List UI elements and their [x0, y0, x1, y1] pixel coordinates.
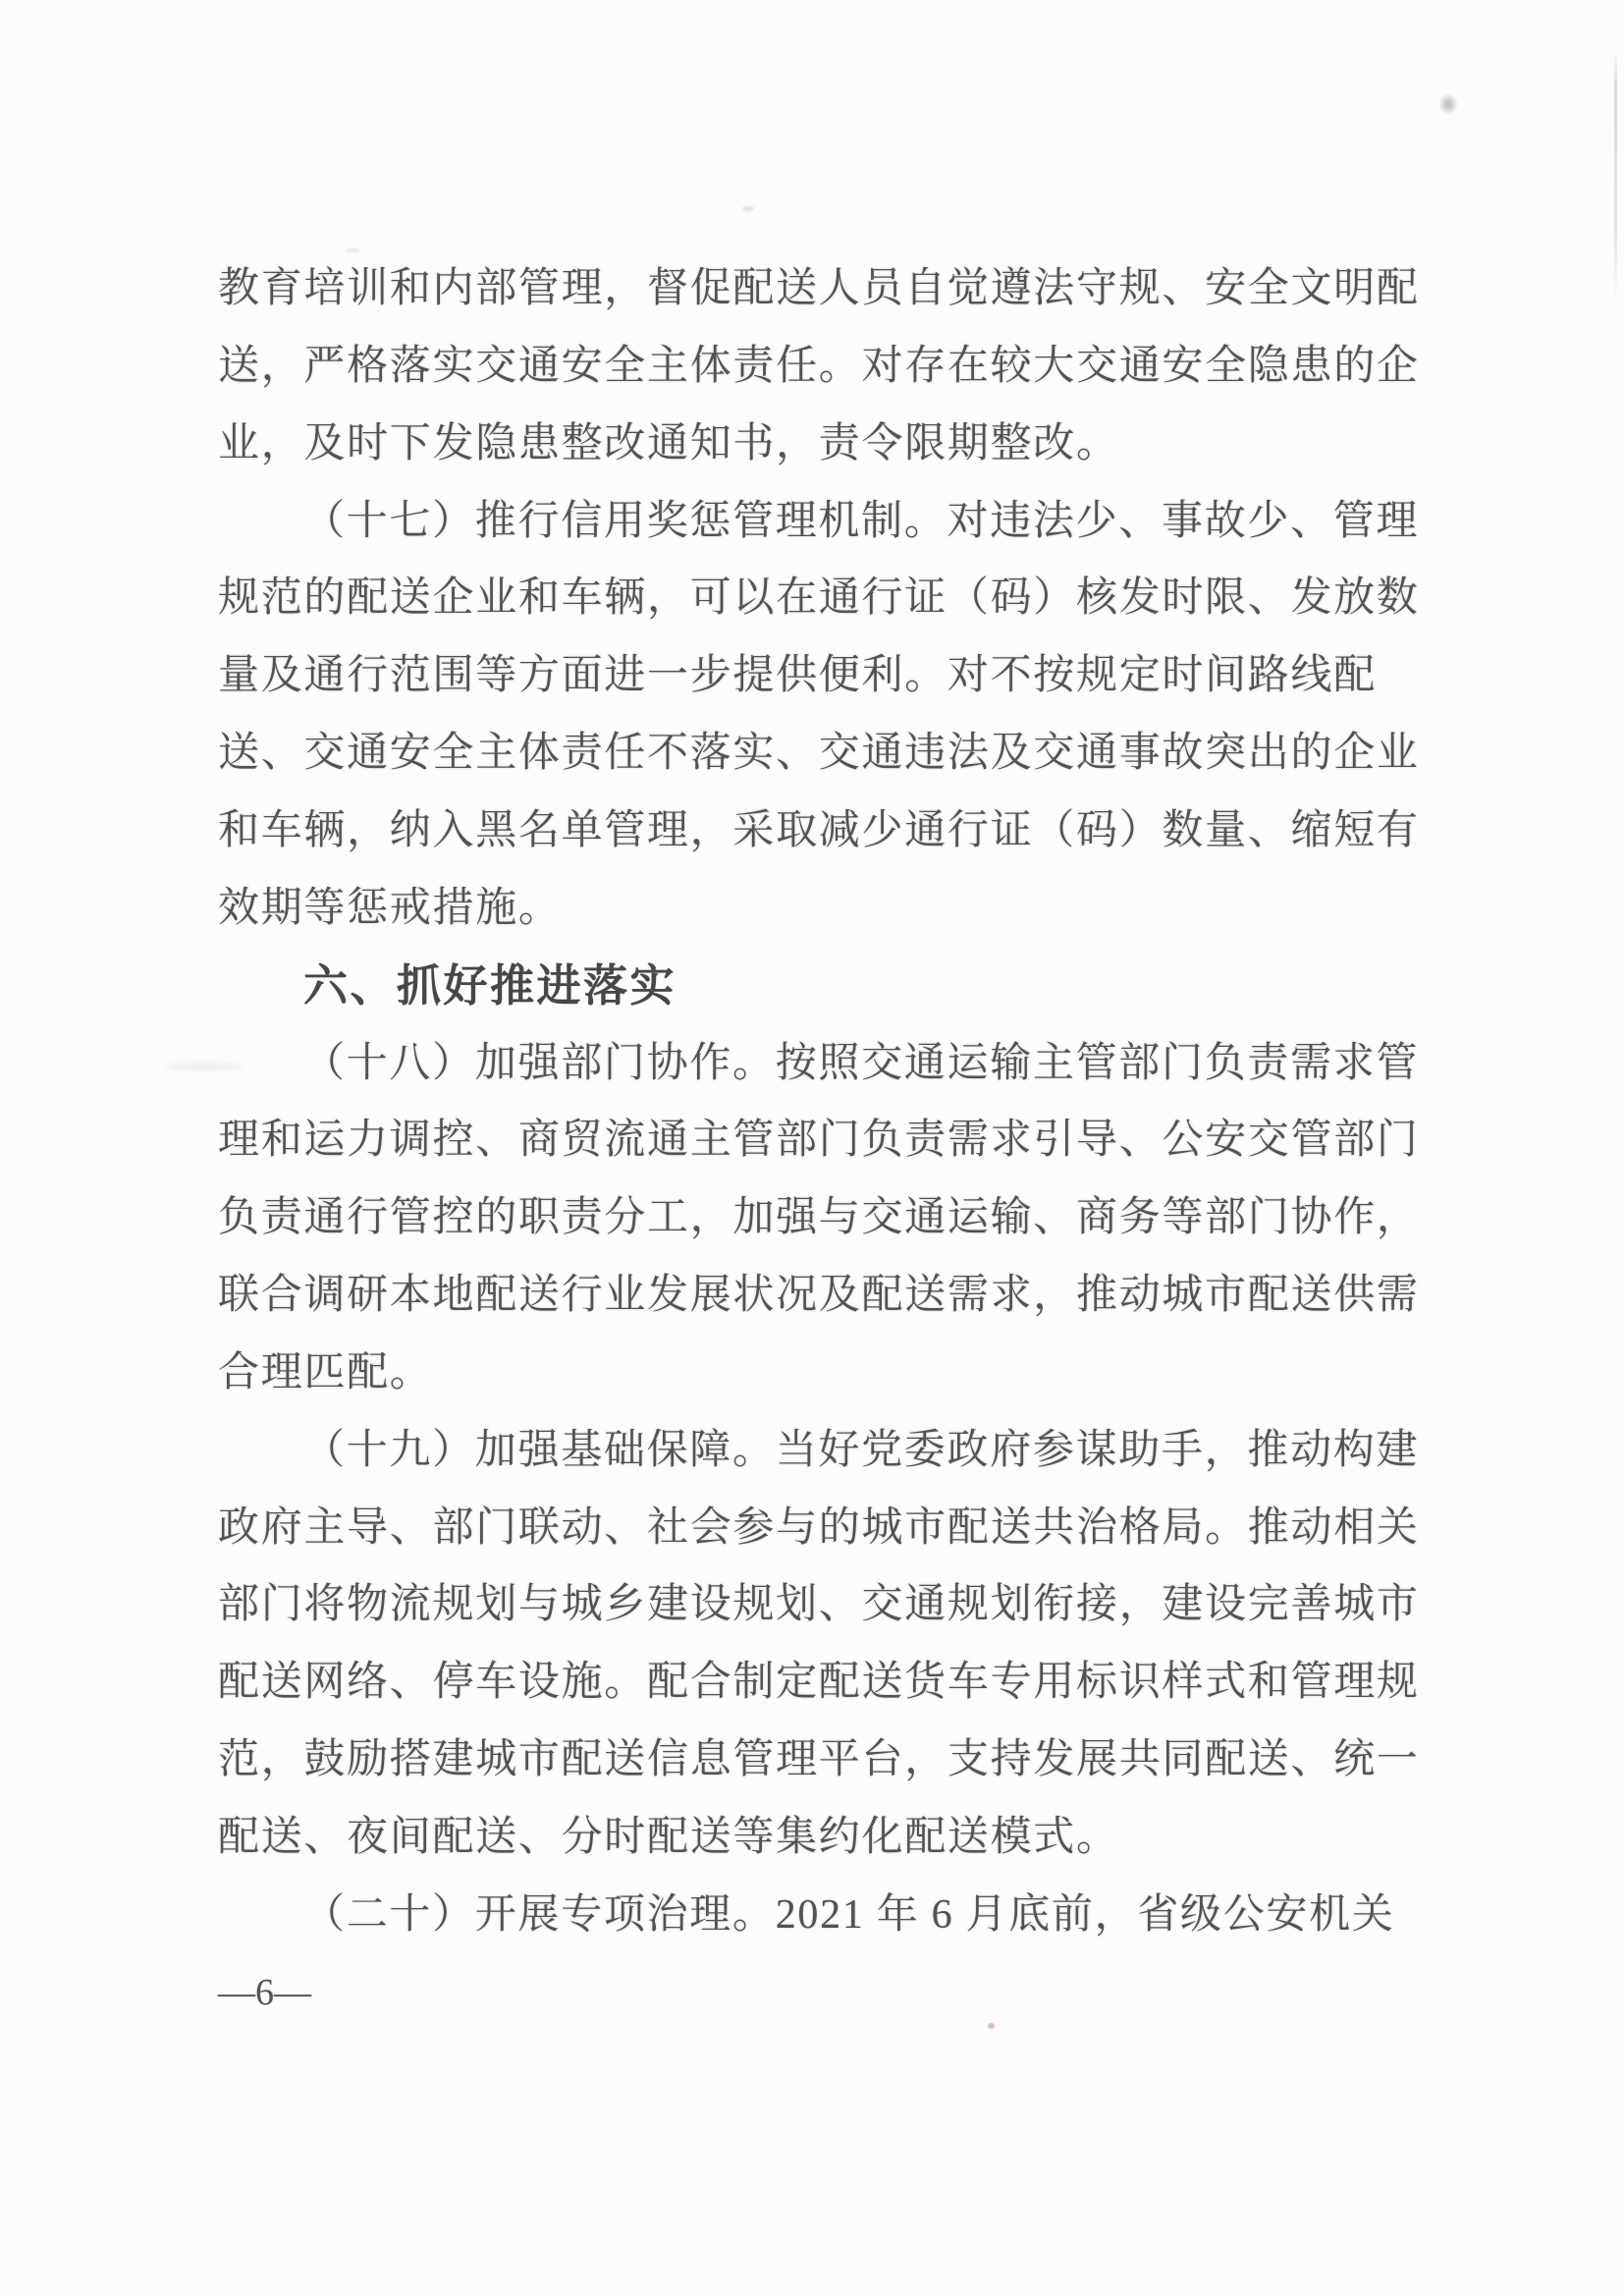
text-line: （二十）开展专项治理。2021 年 6 月底前，省级公安机关 — [303, 1892, 1395, 1938]
section-heading: 六、抓好推进落实 — [303, 960, 677, 1011]
text-line: （十七）推行信用奖惩管理机制。对违法少、事故少、管理 — [303, 499, 1420, 544]
text-line: 和车辆，纳入黑名单管理，采取减少通行证（码）数量、缩短有 — [218, 808, 1420, 853]
scan-speck — [742, 206, 754, 211]
text-line: 送，严格落实交通安全主体责任。对存在较大交通安全隐患的企 — [218, 344, 1420, 389]
text-line: 部门将物流规划与城乡建设规划、交通规划衔接，建设完善城市 — [218, 1582, 1420, 1627]
page-number: —6— — [218, 1972, 311, 2013]
text-line: 规范的配送企业和车辆，可以在通行证（码）核发时限、发放数 — [218, 575, 1420, 621]
text-line: （十九）加强基础保障。当好党委政府参谋助手，推动构建 — [303, 1428, 1420, 1473]
text-line: 送、交通安全主体责任不落实、交通违法及交通事故突出的企业 — [218, 731, 1420, 776]
text-line: 范，鼓励搭建城市配送信息管理平台，支持发展共同配送、统一 — [218, 1737, 1420, 1782]
text-line: 联合调研本地配送行业发展状况及配送需求，推动城市配送供需 — [218, 1273, 1420, 1318]
scan-smudge — [1439, 94, 1457, 114]
text-line: 配送网络、停车设施。配合制定配送货车专用标识样式和管理规 — [218, 1660, 1420, 1705]
text-line: 负责通行管控的职责分工，加强与交通运输、商务等部门协作， — [218, 1195, 1420, 1240]
text-line: 效期等惩戒措施。 — [218, 886, 562, 931]
text-line: 合理匹配。 — [218, 1350, 433, 1395]
scan-speck-pink — [988, 2023, 995, 2029]
text-line: 理和运力调控、商贸流通主管部门负责需求引导、公安交管部门 — [218, 1118, 1420, 1163]
text-line: 配送、夜间配送、分时配送等集约化配送模式。 — [218, 1815, 1119, 1860]
scan-speck — [346, 248, 359, 252]
text-line: 量及通行范围等方面进一步提供便利。对不按规定时间路线配 — [218, 653, 1377, 698]
text-line: 业，及时下发隐患整改通知书，责令限期整改。 — [218, 421, 1119, 466]
text-line: （十八）加强部门协作。按照交通运输主管部门负责需求管 — [303, 1041, 1420, 1086]
text-line: 政府主导、部门联动、社会参与的城市配送共治格局。推动相关 — [218, 1505, 1420, 1551]
text-line: 教育培训和内部管理，督促配送人员自觉遵法守规、安全文明配 — [218, 266, 1420, 311]
scan-edge-line — [1614, 49, 1617, 304]
